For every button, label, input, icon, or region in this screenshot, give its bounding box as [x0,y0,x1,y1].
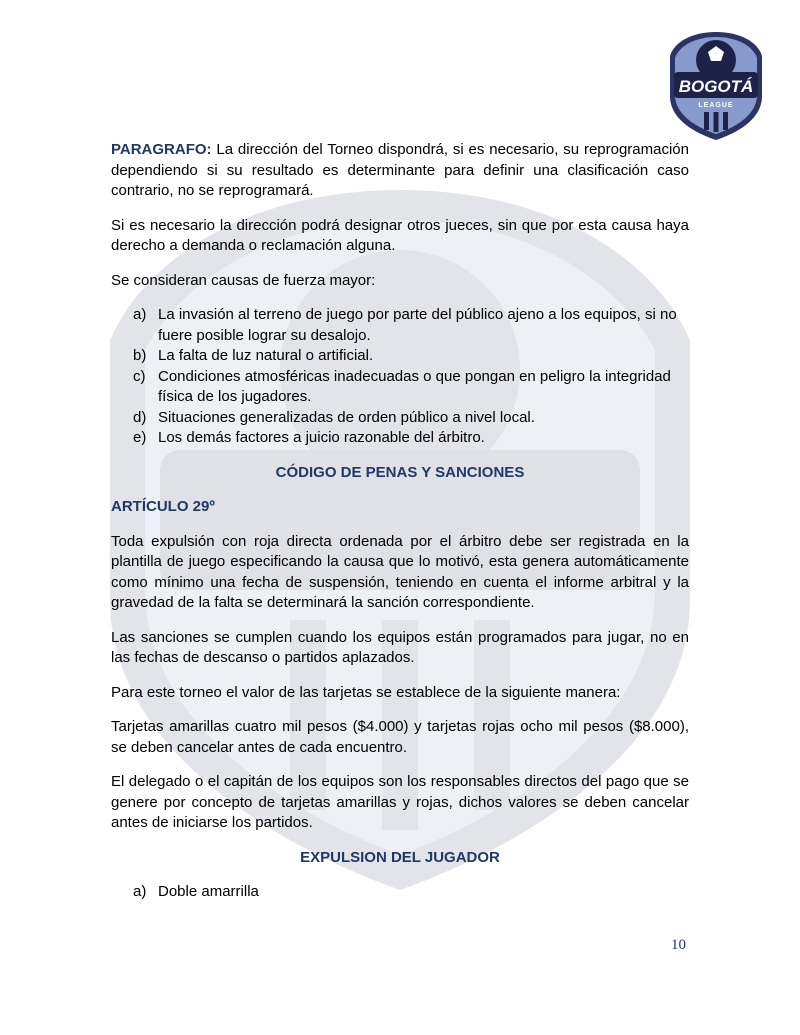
paragrafo-text: La dirección del Torneo dispondrá, si es necesario, su reprogramación dependiendo si su resultado es determinante para definir una clasificación caso contrario, no se reprogramará. [111,141,689,199]
list-item [111,408,689,429]
paragraph-tarjetas-intro: Para este torneo el valor de las tarjetas se establece de la siguiente manera: [111,683,621,701]
list-item [111,367,689,408]
paragraph-jueces: Si es necesario la dirección podrá designar otros jueces, sin que por esta causa haya derecho a demanda o reclamación alguna. [111,216,689,254]
list-item-text: Situaciones generalizadas de orden público a nivel local. [158,408,535,426]
section-heading-expulsion: EXPULSION DEL JUGADOR [300,848,500,866]
list-marker: b) [133,347,147,364]
list-item-text: Los demás factores a juicio razonable del árbitro. [158,429,485,446]
paragraph-expulsion: Toda expulsión con roja directa ordenada por el árbitro debe ser registrada en la plantilla de juego especificando la causa que lo motivó, esta genera automáticamente como mínimo una fecha de suspensión, teniendo en cuenta el informe arbitral y la gravedad de la falta se determinará la sanción correspondiente. [111,532,689,611]
list-marker: a) [133,306,147,323]
document-body [111,140,689,917]
paragraph-delegado: El delegado o el capitán de los equipos son los responsables directos del pago que se genere por concepto de tarjetas amarillas y rojas, dichos valores se deben cancelar antes de iniciarse los partidos. [111,773,689,831]
expulsion-list [111,882,689,903]
paragraph-tarjetas-valor: Tarjetas amarillas cuatro mil pesos ($4.000) y tarjetas rojas ocho mil pesos ($8.000), se deben cancelar antes de cada encuentro. [111,718,689,756]
list-item-text: Condiciones atmosféricas inadecuadas o que pongan en peligro la integridad física de los jugadores. [158,367,671,405]
paragraph-fuerza-mayor: Se consideran causas de fuerza mayor: [111,271,376,289]
list-item [111,882,689,903]
paragraph-paragrafo [111,140,689,202]
list-marker: e) [133,429,147,446]
list-item [111,346,689,367]
article-heading: ARTÍCULO 29º [111,498,215,515]
list-marker: a) [133,883,147,900]
list-marker: d) [133,408,147,426]
section-heading-penas: CÓDIGO DE PENAS Y SANCIONES [275,463,525,481]
paragraph-sanciones: Las sanciones se cumplen cuando los equipos están programados para jugar, no en las fechas de descanso o partidos aplazados. [111,628,689,666]
list-item-text: Doble amarrilla [158,883,259,900]
list-item-text: La falta de luz natural o artificial. [158,347,374,364]
bogota-league-logo-icon [668,30,764,142]
page-number: 10 [671,937,686,953]
paragrafo-label: PARAGRAFO: [111,141,212,158]
logo-sub-text: LEAGUE [698,102,734,109]
force-majeure-list [111,305,689,449]
logo-name-text: BOGOTÁ [678,77,754,96]
list-item [111,305,689,346]
list-item-text: La invasión al terreno de juego por parte del público ajeno a los equipos, si no fuere posible lograr su desalojo. [158,306,677,344]
list-marker: c) [133,367,146,385]
list-item [111,428,689,449]
